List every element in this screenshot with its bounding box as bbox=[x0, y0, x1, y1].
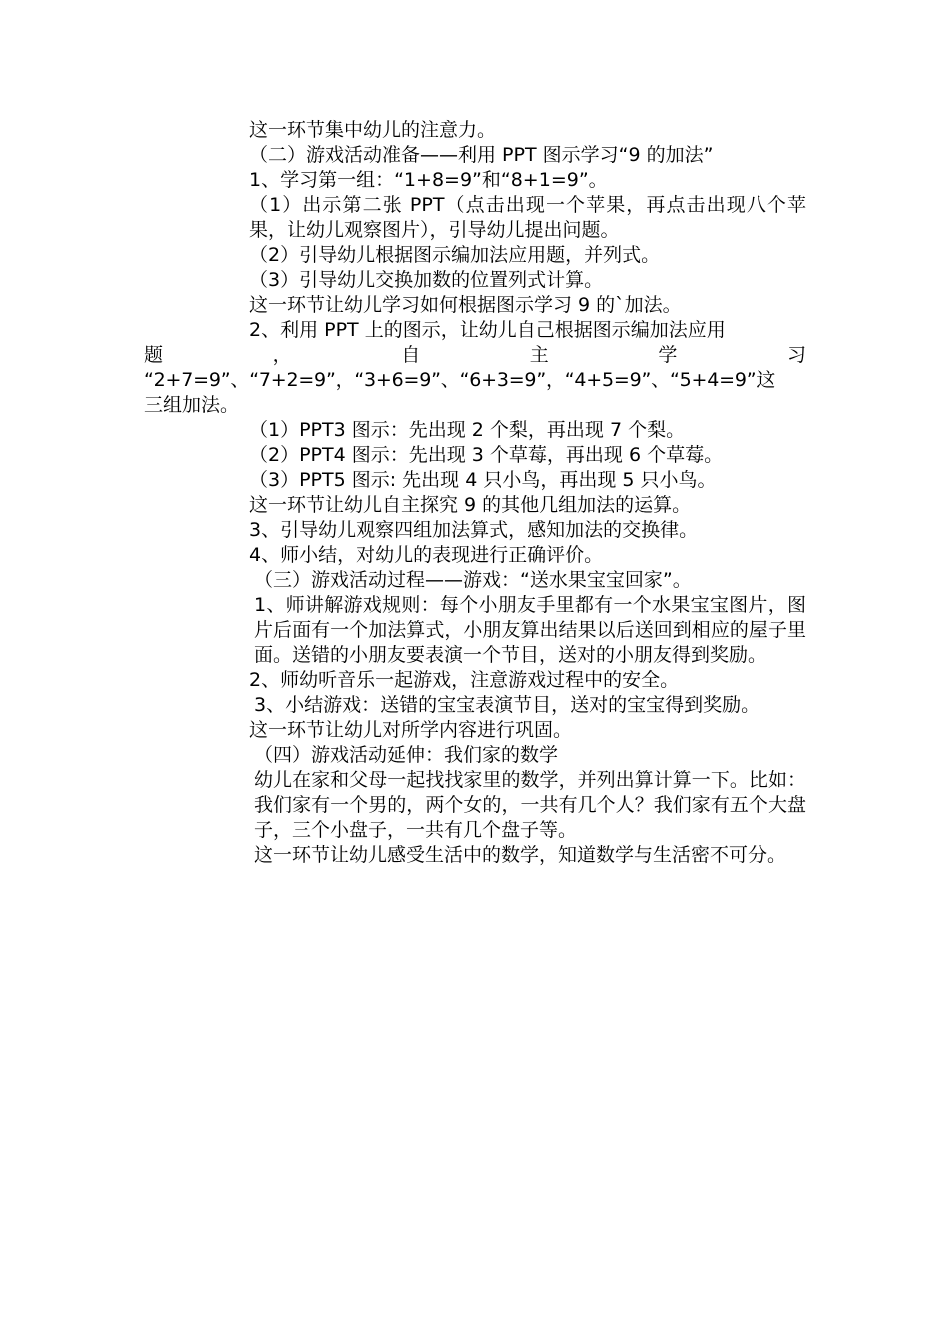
paragraph: 这一环节让幼儿感受生活中的数学，知道数学与生活密不可分。 bbox=[254, 844, 787, 866]
justified-word: ， bbox=[272, 344, 292, 366]
justified-word: 学 bbox=[658, 344, 678, 366]
paragraph: 3、引导幼儿观察四组加法算式，感知加法的交换律。 bbox=[249, 519, 699, 541]
section-heading: （二）游戏活动准备——利用 PPT 图示学习“9 的加法” bbox=[249, 144, 714, 166]
document-body bbox=[144, 118, 806, 868]
paragraph: 2、利用 PPT 上的图示，让幼儿自己根据图示编加法应用 bbox=[249, 319, 726, 341]
paragraph: （2）PPT4 图示：先出现 3 个草莓，再出现 6 个草莓。 bbox=[249, 444, 724, 466]
justified-word: 自 bbox=[401, 344, 421, 366]
paragraph: 这一环节让幼儿学习如何根据图示学习 9 的`加法。 bbox=[249, 294, 682, 316]
paragraph: 这一环节让幼儿自主探究 9 的其他几组加法的运算。 bbox=[249, 494, 692, 516]
section-heading: （三）游戏活动过程——游戏：“送水果宝宝回家”。 bbox=[254, 569, 692, 591]
paragraph: 这一环节集中幼儿的注意力。 bbox=[249, 119, 497, 141]
justified-word: 习 bbox=[786, 344, 806, 366]
paragraph: （2）引导幼儿根据图示编加法应用题，并列式。 bbox=[249, 244, 661, 266]
paragraph: （3）引导幼儿交换加数的位置列式计算。 bbox=[249, 269, 604, 291]
paragraph: 幼儿在家和父母一起找找家里的数学，并列出算计算一下。比如：我们家有一个男的，两个女的，一共有几个人？我们家有五个大盘子，三个小盘子，一共有几个盘子等。 bbox=[254, 769, 806, 841]
section-heading: （四）游戏活动延伸：我们家的数学 bbox=[254, 744, 559, 766]
paragraph: 1、师讲解游戏规则：每个小朋友手里都有一个水果宝宝图片，图片后面有一个加法算式，小朋友算出结果以后送回到相应的屋子里面。送错的小朋友要表演一个节目，送对的小朋友得到奖励。 bbox=[254, 594, 806, 666]
justified-line bbox=[144, 343, 806, 368]
paragraph: （3）PPT5 图示: 先出现 4 只小鸟，再出现 5 只小鸟。 bbox=[249, 469, 717, 491]
paragraph: （1）PPT3 图示：先出现 2 个梨，再出现 7 个梨。 bbox=[249, 419, 686, 441]
justified-word: 主 bbox=[529, 344, 549, 366]
paragraph: （1）出示第二张 PPT（点击出现一个苹果，再点击出现八个苹果，让幼儿观察图片），引导幼儿提出问题。 bbox=[249, 194, 806, 241]
paragraph: 2、师幼听音乐一起游戏，注意游戏过程中的安全。 bbox=[249, 669, 680, 691]
paragraph: 三组加法。 bbox=[144, 394, 240, 416]
paragraph: 这一环节让幼儿对所学内容进行巩固。 bbox=[249, 719, 573, 741]
paragraph: 4、师小结，对幼儿的表现进行正确评价。 bbox=[249, 544, 604, 566]
paragraph: 3、小结游戏：送错的宝宝表演节目，送对的宝宝得到奖励。 bbox=[254, 694, 761, 716]
justified-word: 题 bbox=[144, 344, 164, 366]
paragraph: 1、学习第一组：“1+8=9”和“8+1=9”。 bbox=[249, 169, 608, 191]
formula-line: “2+7=9”、“7+2=9”，“3+6=9”、“6+3=9”，“4+5=9”、“5+4=9”这 bbox=[144, 369, 776, 391]
